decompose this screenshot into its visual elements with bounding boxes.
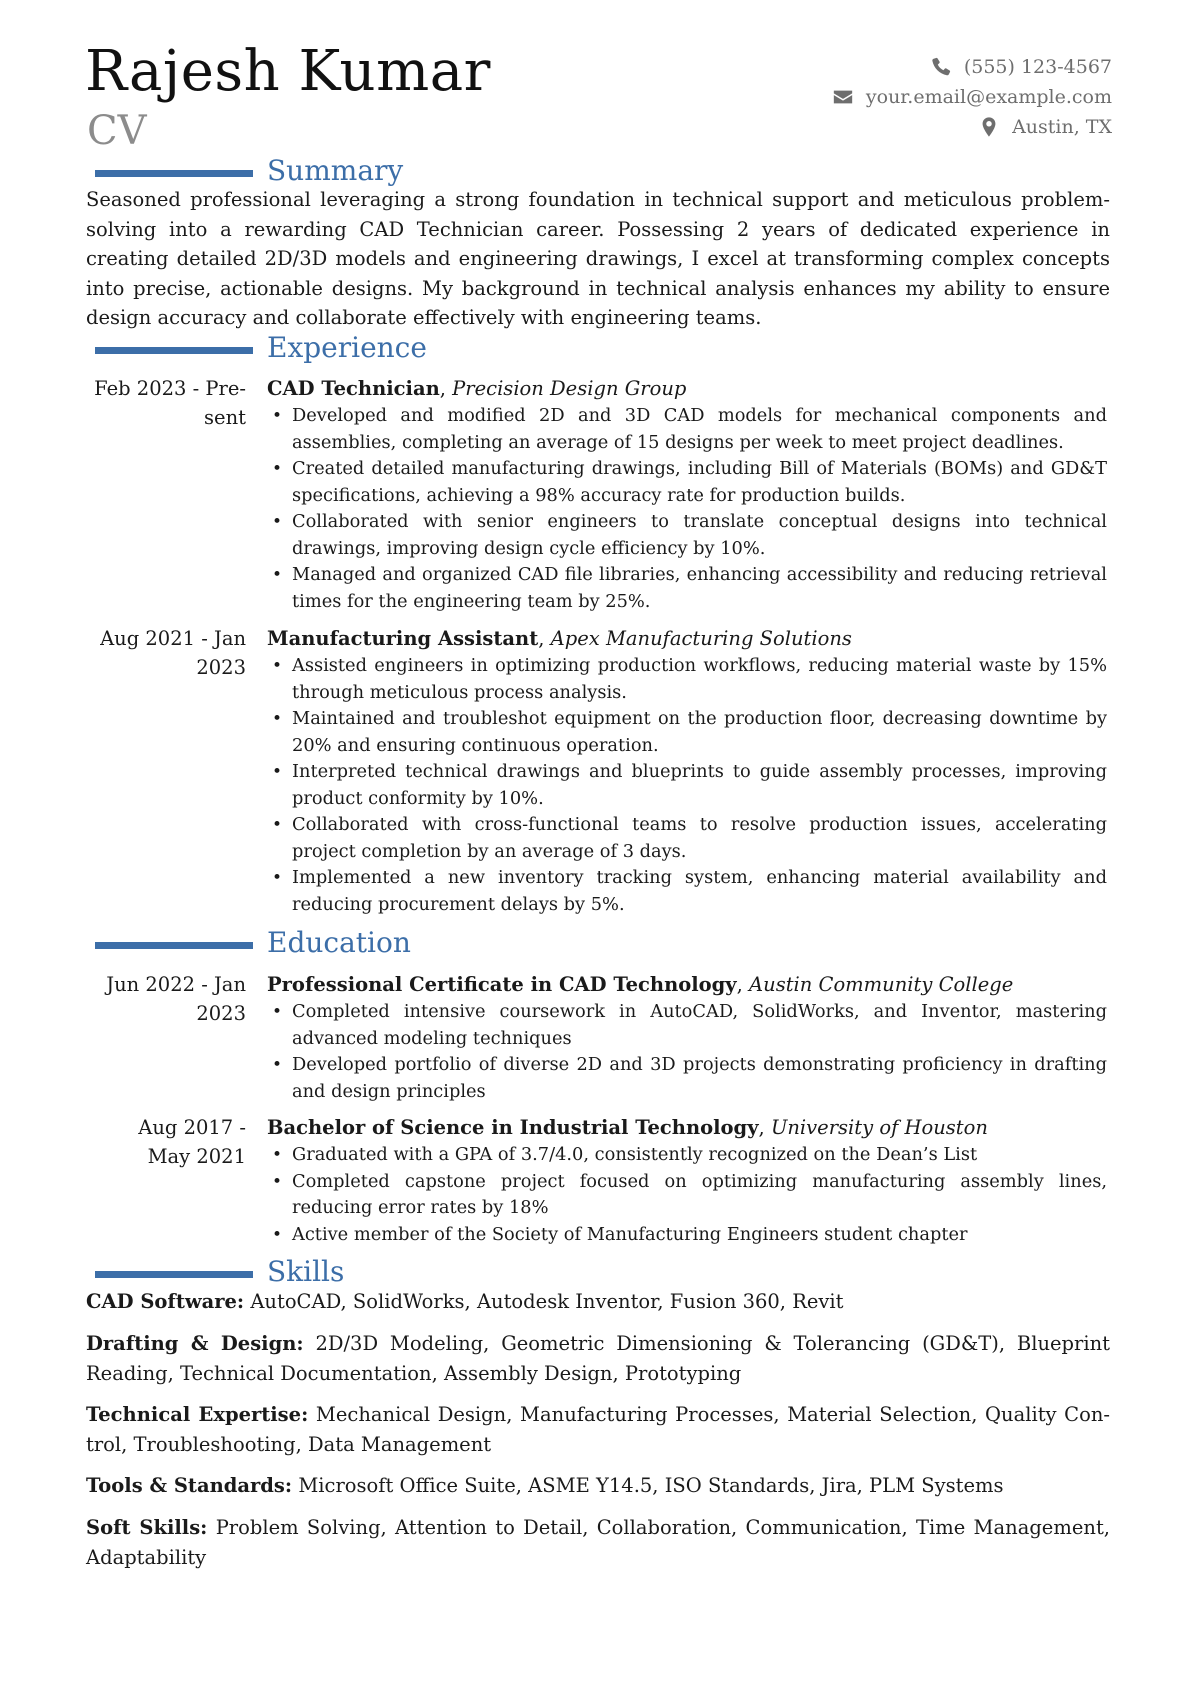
entry-date: Aug 2021 - Jan 2023 [100,627,246,679]
section-accent-bar [95,170,253,177]
skill-values: Microsoft Office Suite, ASME Y14.5, ISO Standards, Jira, PLM Systems [298,1474,1004,1497]
skill-category: CAD Software: [86,1290,245,1313]
map-pin-icon [978,116,1000,138]
bullet-list [267,653,1107,918]
education-heading [95,926,1115,960]
entry-body [267,374,1107,615]
job-title: CAD Technician [267,377,440,400]
section-title: Summary [267,154,404,187]
bullet-item: • Graduated with a GPA of 3.7/4.0, consistently recognized on the Dean’s List [267,1142,1107,1169]
bullet-item: • Completed intensive coursework in AutoCAD, SolidWorks, and Inventor, mastering advanced modeling techniques [267,999,1107,1052]
skill-category: Tools & Standards: [86,1474,293,1497]
summary-text: Seasoned professional leveraging a strong foundation in technical support and meticulous problem-solving into a rewarding CAD Technician career. Possessing 2 years of dedicated experience in creating detailed 2D/3D models and engineering drawings, I excel at transforming complex concepts into precise, actionable designs. My background in technical analysis enhances my ability to ensure design accuracy and collaborate effectively with engineering teams. [86,188,1110,329]
bullet-item: • Maintained and troubleshot equipment on the production floor, decreasing downtime by 20% and ensuring continuous operation. [267,706,1107,759]
skill-category: Soft Skills: [86,1516,208,1539]
skill-line [86,1287,1110,1317]
entry-title-line: Bachelor of Science in Industrial Technology, University of Houston [267,1116,988,1139]
bullet-item: • Active member of the Society of Manufacturing Engineers student chapter [267,1222,1107,1249]
skills-heading [95,1255,1115,1289]
section-accent-bar [95,1271,253,1278]
contact-phone [752,52,1112,82]
skill-values: Problem Solving, Attention to Detail, Collaboration, Communication, Time Management, Adaptability [86,1516,1110,1569]
entry-date: Jun 2022 - Jan 2023 [106,973,246,1025]
document-subtitle: CV [87,108,147,154]
entry-title-line: CAD Technician, Precision Design Group [267,377,687,400]
envelope-icon [832,86,854,108]
entry-date: Aug 2017 - May 2021 [138,1116,246,1168]
section-accent-bar [95,942,253,949]
bullet-list [267,1142,1107,1248]
section-title: Education [267,926,411,959]
section-accent-bar [95,347,253,354]
entry-body [267,970,1107,1105]
section-title: Skills [267,1255,345,1288]
employer: Precision Design Group [452,377,687,400]
summary-heading [95,154,1115,188]
skill-values: Mechanical Design, Manufacturing Processes, Material Selection, Quality Control, Troubleshooting, Data Management [86,1403,1110,1456]
phone-icon [930,56,952,78]
employer: Apex Manufacturing Solutions [550,627,852,650]
candidate-name: Rajesh Kumar [85,39,491,104]
experience-heading [95,331,1115,365]
entry-body [267,1113,1107,1248]
entry-title-line: Manufacturing Assistant, Apex Manufacturing Solutions [267,627,852,650]
contact-email [752,82,1112,112]
skill-category: Drafting & Design: [86,1332,304,1355]
bullet-item: • Implemented a new inventory tracking system, enhancing material availability and reducing procurement delays by 5%. [267,865,1107,918]
bullet-item: • Collaborated with senior engineers to translate conceptual designs into technical drawings, improving design cycle efficiency by 10%. [267,509,1107,562]
skill-line [86,1329,1110,1388]
skill-line [86,1513,1110,1572]
bullet-item: • Managed and organized CAD file libraries, enhancing accessibility and reducing retrieval times for the engineering team by 25%. [267,562,1107,615]
bullet-item: • Collaborated with cross-functional teams to resolve production issues, accelerating project completion by an average of 3 days. [267,812,1107,865]
bullet-item: • Created detailed manufacturing drawings, including Bill of Materials (BOMs) and GD&T specifications, achieving a 98% accuracy rate for production builds. [267,456,1107,509]
skill-values: 2D/3D Modeling, Geometric Dimensioning & Tolerancing (GD&T), Blueprint Reading, Technical Documentation, Assembly Design, Prototyping [86,1332,1110,1385]
skill-category: Technical Expertise: [86,1403,309,1426]
skill-values: AutoCAD, SolidWorks, Autodesk Inventor, Fusion 360, Revit [250,1290,844,1313]
skill-line [86,1471,1110,1501]
bullet-list [267,403,1107,615]
contact-info [752,52,1112,142]
section-title: Experience [267,331,427,364]
degree-title: Bachelor of Science in Industrial Technology [267,1116,759,1139]
entry-date: Feb 2023 - Pre- sent [94,377,246,429]
bullet-list [267,999,1107,1105]
skill-line [86,1400,1110,1459]
location-text: Austin, TX [1012,116,1112,138]
institution: University of Houston [770,1116,988,1139]
bullet-item: • Developed portfolio of diverse 2D and 3D projects demonstrating proficiency in drafting and design principles [267,1052,1107,1105]
bullet-item: • Interpreted technical drawings and blueprints to guide assembly processes, improving product conformity by 10%. [267,759,1107,812]
job-title: Manufacturing Assistant [267,627,539,650]
degree-title: Professional Certificate in CAD Technology [267,973,737,996]
entry-body [267,624,1107,918]
phone-text[interactable]: (555) 123-4567 [963,56,1112,78]
bullet-item: • Completed capstone project focused on optimizing manufacturing assembly lines, reducing error rates by 18% [267,1169,1107,1222]
bullet-item: • Assisted engineers in optimizing production workflows, reducing material waste by 15% through meticulous process analysis. [267,653,1107,706]
bullet-item: • Developed and modified 2D and 3D CAD models for mechanical components and assemblies, completing an average of 15 designs per week to meet project deadlines. [267,403,1107,456]
contact-location [752,112,1112,142]
entry-title-line: Professional Certificate in CAD Technology, Austin Community College [267,973,1014,996]
email-text[interactable]: your.email@example.com [865,86,1112,108]
institution: Austin Community College [749,973,1014,996]
